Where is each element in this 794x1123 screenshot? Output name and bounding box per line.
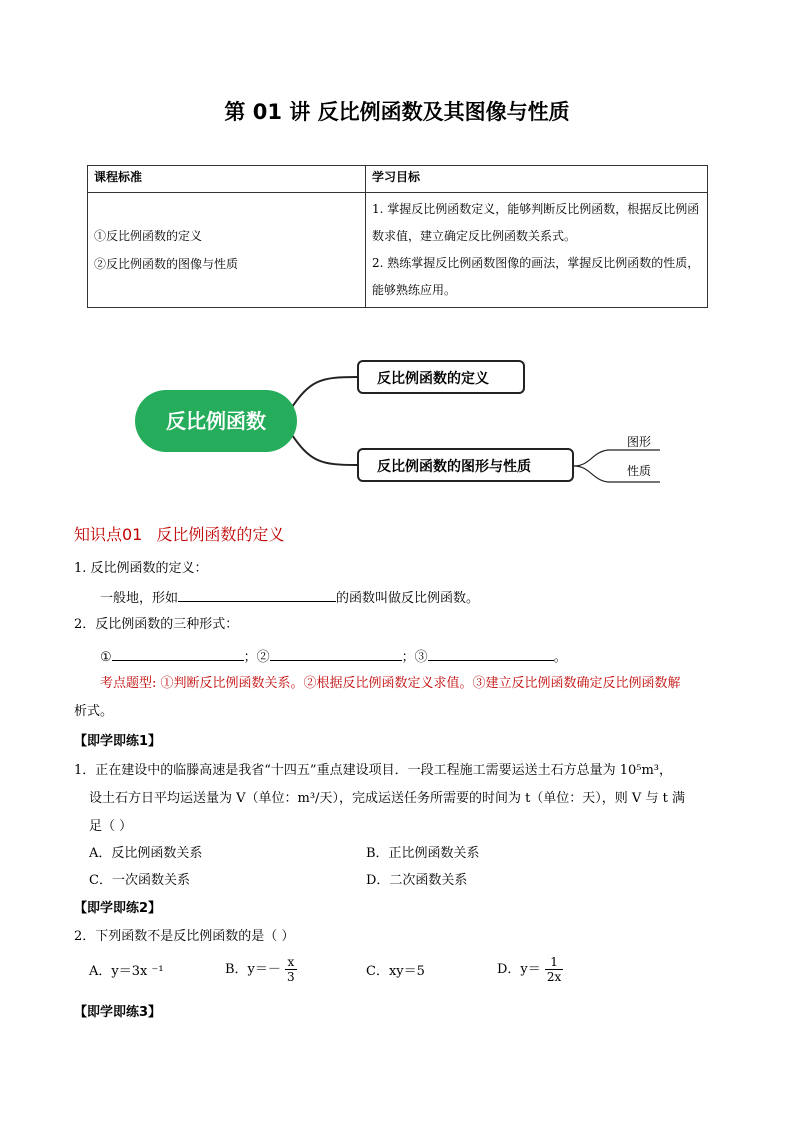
mindmap-leaf-graph: 图形 (627, 435, 652, 449)
definition-line: 一般地，形如 的函数叫做反比例函数。 (100, 587, 479, 609)
blank-definition (178, 587, 336, 602)
standards-table (87, 165, 708, 308)
practice2-option-c: C．xy＝5 (366, 964, 425, 979)
exam-types-line (100, 674, 681, 694)
practice3-label: 【即学即练3】 (74, 1005, 162, 1020)
blank-form-2 (270, 646, 402, 661)
goal-item: 2. 熟练掌握反比例函数图像的画法，掌握反比例函数的性质，能够熟练应用。 (372, 256, 700, 297)
definition-heading: 1. 反比例函数的定义： (74, 561, 208, 576)
fraction-b: $\frac{x}{3}$ (287, 955, 295, 984)
practice1-option-b: B．正比例函数关系 (366, 846, 480, 861)
practice1-option-c: C．一次函数关系 (89, 873, 190, 888)
section-title: 反比例函数的定义 (156, 525, 285, 544)
practice1-question-line1: 1．正在建设中的临滕高速是我省“十四五”重点建设项目．一段工程施工需要运送土石方总量为 10⁵m³， (74, 763, 672, 778)
standard-item: ①反比例函数的定义 (94, 229, 203, 243)
header-learning-goals: 学习目标 (366, 166, 708, 193)
practice1-label: 【即学即练1】 (74, 734, 162, 749)
page-title: 第 01 讲 反比例函数及其图像与性质 (224, 100, 570, 124)
blank-form-3 (428, 646, 554, 661)
exam-label: 考点题型: (100, 676, 157, 691)
practice1-option-d: D．二次函数关系 (366, 873, 468, 888)
mindmap-root: 反比例函数 (135, 390, 297, 452)
goal-item: 1. 掌握反比例函数定义，能够判断反比例函数，根据反比例函数求值，建立确定反比例函数关系式。 (372, 202, 700, 243)
exam-types-cont: 析式。 (74, 704, 114, 719)
practice2-label: 【即学即练2】 (74, 901, 162, 916)
standard-item: ②反比例函数的图像与性质 (94, 257, 239, 271)
section-label: 知识点01 (74, 525, 143, 544)
practice1-question-line2: 设土石方日平均运送量为 V（单位：m³/天），完成运送任务所需要的时间为 t（单位：天），则 V 与 t 满 (89, 791, 685, 806)
mindmap-leaf-properties: 性质 (627, 464, 652, 478)
three-forms-line: ① ；② ；③ 。 (100, 646, 567, 668)
practice1-option-a: A．反比例函数关系 (89, 846, 203, 861)
exam-text: ①判断反比例函数关系。②根据反比例函数定义求值。③建立反比例函数确定反比例函数解 (160, 676, 681, 691)
fraction-d: $\frac{1}{2x}$ (546, 955, 562, 984)
blank-form-1 (112, 646, 244, 661)
mindmap-node-graph-properties: 反比例函数的图形与性质 (357, 448, 574, 482)
practice2-option-a: A．y＝3x ⁻¹ (89, 964, 164, 979)
practice2-option-d: D．y＝ $\frac{1}{2x}$ (497, 955, 562, 984)
three-forms-heading: 2．反比例函数的三种形式： (74, 617, 239, 632)
practice2-question: 2．下列函数不是反比例函数的是（ ） (74, 929, 295, 944)
practice1-question-line3: 足（ ） (89, 819, 133, 834)
goals-cell (366, 193, 708, 308)
standards-cell (88, 193, 366, 308)
mindmap-node-definition: 反比例函数的定义 (357, 360, 525, 394)
header-course-standard: 课程标准 (88, 166, 366, 193)
practice2-option-b: B．y＝－ $\frac{x}{3}$ (225, 955, 295, 984)
section-heading (74, 522, 284, 545)
